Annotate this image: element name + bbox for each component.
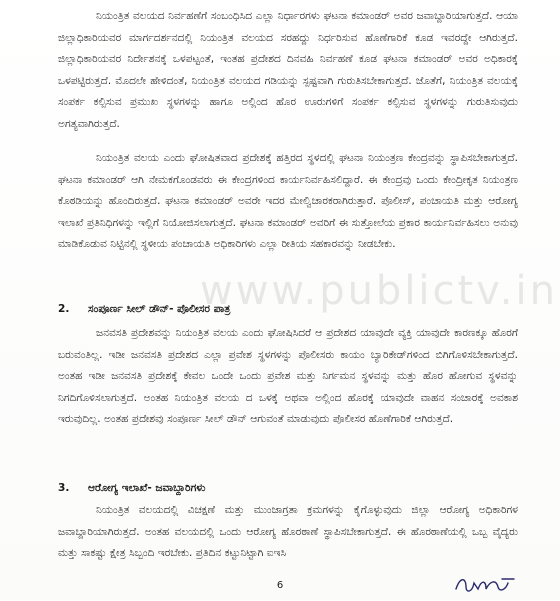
section-number: 3. <box>58 482 70 494</box>
handwritten-signature-icon <box>452 571 518 597</box>
section-title: ಸಂಪೂರ್ಣ ಸೀಲ್ ಡೌನ್- ಪೊಲೀಸರ ಪಾತ್ರ <box>88 303 231 315</box>
section-heading-health <box>58 480 205 496</box>
section-title: ಆರೋಗ್ಯ ಇಲಾಖೆ- ಜವಾಬ್ದಾರಿಗಳು <box>88 482 206 494</box>
signature <box>452 571 518 597</box>
section-heading-police <box>58 301 230 317</box>
paragraph-seal-down: ಜನವಸತಿ ಪ್ರದೇಶವನ್ನು ನಿಯಂತ್ರಿತ ವಲಯ ಎಂದು ಘೋಷಿಸಿದರೆ ಆ ಪ್ರದೇಶದ ಯಾವುದೇ ವ್ಯಕ್ತಿ ಯಾವುದೇ ಕಾರಣಕ್ಕೂ ಹೊರಗೆ ಬರುವಂತಿಲ್ಲ. ಇಡೀ ಜನವಸತಿ ಪ್ರದೇಶದ ಎಲ್ಲಾ ಪ್ರವೇಶ ಸ್ಥಳಗಳನ್ನು ಪೊಲೀಸರು ಕಾಯಂ ಬ್ಯಾರಿಕೇಡ್‌ಗಳಿಂದ ಬಿಗಿಗೊಳಿಸಬೇಕಾಗುತ್ತದೆ. ಅಂತಹ ಇಡೀ ಜನವಸತಿ ಪ್ರದೇಶಕ್ಕೆ ಕೇವಲ ಒಂದೇ ಒಂದು ಪ್ರವೇಶ ಮತ್ತು ನಿರ್ಗಮನ ಸ್ಥಳವನ್ನು ಮತ್ತು ಹೊರ ಹೋಗುವ ಸ್ಥಳವನ್ನು ನಿಗದಿಗೊಳಿಸಲಾಗುತ್ತದೆ. ಅಂತಹ ನಿಯಂತ್ರಿತ ವಲಯ ದ ಒಳಕ್ಕೆ ಅಥವಾ ಅಲ್ಲಿಂದ ಹೊರಕ್ಕೆ ಯಾವುದೇ ವಾಹನ ಸಂಚಾರಕ್ಕೆ ಅವಕಾಶ ಇರುವುದಿಲ್ಲ. ಅಂತಹ ಪ್ರದೇಶವು ಸಂಪೂರ್ಣ ಸೀಲ್ ಡೌನ್ ಆಗುವಂತೆ ಮಾಡುವುದು ಪೊಲೀಸರ ಹೊಣೆಗಾರಿಕೆ ಆಗಿರುತ್ತದೆ. <box>58 327 518 426</box>
section-number: 2. <box>58 303 70 315</box>
watermark: www.publictv.in <box>200 268 558 314</box>
paragraph-control-center: ನಿಯಂತ್ರಿತ ವಲಯ ಎಂದು ಘೋಷಿತವಾದ ಪ್ರದೇಶಕ್ಕೆ ಹತ್ತಿರದ ಸ್ಥಳದಲ್ಲಿ ಘಟನಾ ನಿಯಂತ್ರಣ ಕೇಂದ್ರವನ್ನು ಸ್ಥಾಪಿಸಬೇಕಾಗುತ್ತದೆ. ಘಟನಾ ಕಮಾಂಡರ್ ಆಗಿ ನೇಮಕಗೊಂಡವರು ಈ ಕೇಂದ್ರಗಳಿಂದ ಕಾರ್ಯನಿರ್ವಹಿಸಲಿದ್ದಾರೆ. ಈ ಕೇಂದ್ರವು ಒಂದು ಕೇಂದ್ರೀಕೃತ ನಿಯಂತ್ರಣ ಕೊಠಡಿಯನ್ನು ಹೊಂದಿರುತ್ತದೆ. ಘಟನಾ ಕಮಾಂಡರ್ ಅವರೇ ಇದರ ಮೇಲ್ವಿಚಾರಕರಾಗಿರುತ್ತಾರೆ. ಪೊಲೀಸ್, ಪಂಚಾಯತಿ ಮತ್ತು ಆರೋಗ್ಯ ಇಲಾಖೆ ಪ್ರತಿನಿಧಿಗಳನ್ನು ಇಲ್ಲಿಗೆ ನಿಯೋಜಿಸಲಾಗುತ್ತದೆ. ಘಟನಾ ಕಮಾಂಡರ್ ಅವರಿಗೆ ಈ ಸುತ್ತೋಲೆಯ ಪ್ರಕಾರ ಕಾರ್ಯನಿರ್ವಹಿಸಲು ಅನುವು ಮಾಡಿಕೊಡುವ ನಿಟ್ಟಿನಲ್ಲಿ ಸ್ಥಳೀಯ ಪಂಚಾಯತಿ ಅಧಿಕಾರಿಗಳು ಎಲ್ಲಾ ರೀತಿಯ ಸಹಕಾರವನ್ನು ನೀಡಬೇಕು. <box>58 152 518 251</box>
paragraph-incident-commander: ನಿಯಂತ್ರಿತ ವಲಯದ ನಿರ್ವಹಣೆಗೆ ಸಂಬಂಧಿಸಿದ ಎಲ್ಲಾ ನಿರ್ಧಾರಗಳು ಘಟನಾ ಕಮಾಂಡರ್ ಅವರ ಜವಾಬ್ದಾರಿಯಾಗುತ್ತದೆ. ಆಯಾ ಜಿಲ್ಲಾಧಿಕಾರಿಯವರ ಮಾರ್ಗದರ್ಶನದಲ್ಲಿ ನಿಯಂತ್ರಿತ ವಲಯದ ಸರಹದ್ದು ನಿರ್ಧರಿಸುವ ಹೊಣೆಗಾರಿಕೆ ಕೂಡ ಇವರದ್ದೇ ಆಗಿರುತ್ತದೆ. ಜಿಲ್ಲಾಧಿಕಾರಿಯವರ ನಿರ್ದೇಶನಕ್ಕೆ ಒಳಪಟ್ಟಂತೆ, ಇಂತಹ ಪ್ರದೇಶದ ದಿನವಹಿ ನಿರ್ವಹಣೆ ಕೂಡ ಘಟನಾ ಕಮಾಂಡರ್ ಅವರ ಅಧಿಕಾರಕ್ಕೆ ಒಳಪಟ್ಟಿರುತ್ತದೆ. ಮೊದಲೇ ಹೇಳಿದಂತೆ, ನಿಯಂತ್ರಿತ ವಲಯದ ಗಡಿಯನ್ನು ಸ್ಪಷ್ಟವಾಗಿ ಗುರುತಿಸಬೇಕಾಗುತ್ತದೆ. ಜೊತೆಗೆ, ನಿಯಂತ್ರಿತ ವಲಯಕ್ಕೆ ಸಂಪರ್ಕ ಕಲ್ಪಿಸುವ ಪ್ರಮುಖ ಸ್ಥಳಗಳನ್ನು ಹಾಗೂ ಅಲ್ಲಿಂದ ಹೊರ ಊರುಗಳಿಗೆ ಸಂಪರ್ಕ ಕಲ್ಪಿಸುವ ಸ್ಥಳಗಳನ್ನು ಗುರುತಿಸುವುದು ಅಗತ್ಯವಾಗಿರುತ್ತದೆ. <box>58 10 518 130</box>
paragraph-health-dept: ನಿಯಂತ್ರಿತ ವಲಯದಲ್ಲಿ ವಿಚಕ್ಷಣೆ ಮತ್ತು ಮುಂಜಾಗ್ರತಾ ಕ್ರಮಗಳನ್ನು ಕೈಗೊಳ್ಳುವುದು ಜಿಲ್ಲಾ ಆರೋಗ್ಯ ಅಧಿಕಾರಿಗಳ ಜವಾಬ್ದಾರಿಯಾಗಿರುತ್ತದೆ. ಅಂತಹ ವಲಯದಲ್ಲಿ ಒಂದು ಆರೋಗ್ಯ ಹೊರಠಾಣೆ ಸ್ಥಾಪಿಸಬೇಕಾಗುತ್ತದೆ. ಈ ಹೊರಠಾಣೆಯಲ್ಲಿ ಒಬ್ಬ ವೈದ್ಯರು ಮತ್ತು ಸಾಕಷ್ಟು ಕ್ಷೇತ್ರ ಸಿಬ್ಬಂದಿ ಇರಬೇಕು. ಪ್ರತಿದಿನ ಕಟ್ಟುನಿಟ್ಟಾಗಿ ಐಇಸಿ <box>58 504 518 560</box>
page-number: 6 <box>276 580 284 591</box>
